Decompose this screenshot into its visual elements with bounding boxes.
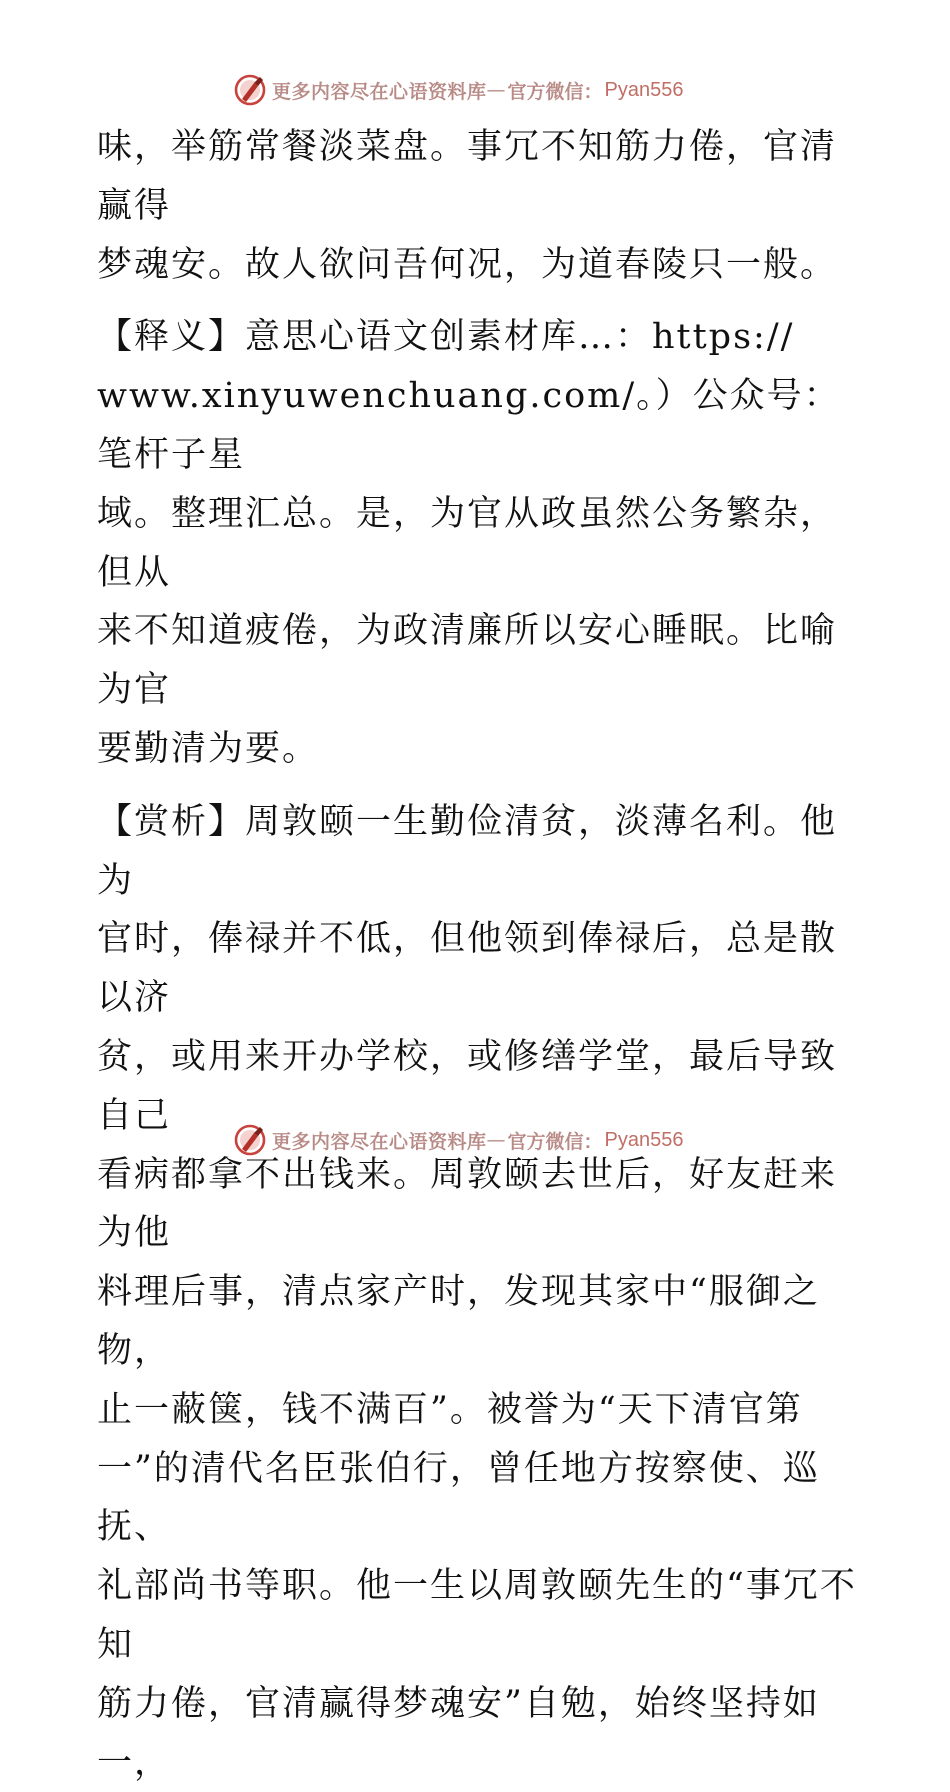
meaning-line: www.xinyuwenchuang.com/。）公众号：笔杆子星 — [97, 376, 841, 475]
banner-wechat-label: 官方微信： — [507, 1130, 603, 1153]
banner-separator: — — [486, 1129, 506, 1151]
banner-wechat-label: 官方微信： — [507, 80, 603, 103]
document-body — [97, 118, 857, 1792]
poem-line: 梦魂安。故人欲问吾何况，为道春陵只一般。 — [97, 244, 838, 285]
pen-nib-logo-icon — [232, 1122, 268, 1158]
footer-banner — [232, 1122, 684, 1158]
pen-nib-logo-icon — [232, 72, 268, 108]
header-banner — [232, 72, 684, 108]
banner-title: 更多内容尽在心语资料库 — [272, 1130, 487, 1153]
banner-wechat-id: Pyan556 — [604, 1128, 684, 1151]
meaning-line: 【释义】意思心语文创素材库…：https:// — [97, 317, 795, 358]
banner-wechat-id: Pyan556 — [604, 78, 684, 101]
meaning-line: 来不知道疲倦，为政清廉所以安心睡眠。比喻为官 — [97, 611, 838, 711]
poem-line: 味，举筋常餐淡菜盘。事冗不知筋力倦，官清赢得 — [97, 127, 838, 226]
analysis-line: 贫，或用来开办学校，或修缮学堂，最后导致自己 — [97, 1036, 838, 1136]
analysis-line: 筋力倦，官清赢得梦魂安”自勉，始终坚持如一， — [97, 1683, 820, 1783]
meaning-line: 域。整理汇总。是，为官从政虽然公务繁杂，但从 — [97, 493, 838, 593]
analysis-line: 官时，俸禄并不低，但他领到俸禄后，总是散以济 — [97, 919, 838, 1019]
analysis-line: 看病都拿不出钱来。周敦颐去世后，好友赶来为他 — [97, 1154, 838, 1254]
analysis-line: 料理后事，清点家产时，发现其家中“服御之物， — [97, 1272, 820, 1371]
analysis-line: 止一蔽箧，钱不满百”。被誉为“天下清官第 — [97, 1389, 803, 1430]
analysis-line: 礼部尚书等职。他一生以周敦颐先生的“事冗不知 — [97, 1566, 857, 1665]
analysis-line: 一”的清代名臣张伯行，曾任地方按察使、巡抚、 — [97, 1448, 820, 1548]
analysis-line: 【赏析】周敦颐一生勤俭清贫，淡薄名利。他为 — [97, 801, 838, 901]
banner-title: 更多内容尽在心语资料库 — [272, 80, 487, 103]
banner-separator: — — [486, 79, 506, 101]
meaning-line: 要勤清为要。 — [97, 728, 320, 769]
